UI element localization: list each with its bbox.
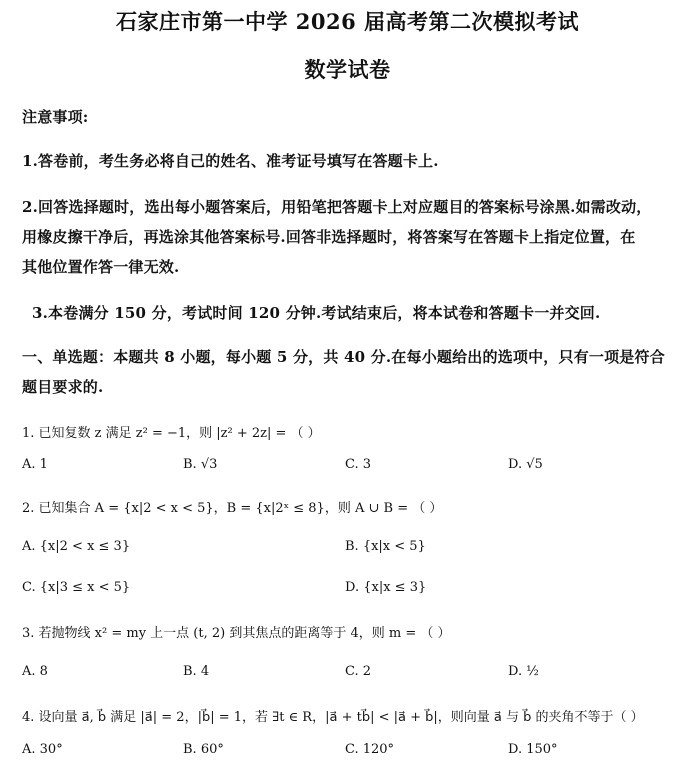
note-item-2-line-1: 2.回答选择题时，选出每小题答案后，用铅笔把答题卡上对应题目的答案标号涂黑.如需改动， (22, 198, 652, 216)
question-3-option-a: A. 8 (22, 664, 48, 679)
question-3-option-b: B. 4 (183, 664, 210, 679)
note-item-3: 3.本卷满分 150 分，考试时间 120 分钟.考试结束后，将本试卷和答题卡一并交回. (32, 304, 601, 322)
question-2-option-d: D. {x|x ≤ 3} (345, 580, 427, 595)
question-4-option-c: C. 120° (345, 742, 395, 757)
question-2-option-c: C. {x|3 ≤ x < 5} (22, 580, 131, 595)
question-2-stem: 2. 已知集合 A = {x|2 < x < 5}，B = {x|2ˣ ≤ 8}，则 A ∪ B = （ ） (22, 501, 443, 516)
question-4-option-d: D. 150° (508, 742, 558, 757)
question-1-option-a: A. 1 (22, 457, 48, 472)
question-2-option-a: A. {x|2 < x ≤ 3} (22, 539, 131, 554)
notes-heading: 注意事项: (22, 108, 89, 126)
exam-subtitle: 数学试卷 (304, 57, 391, 82)
question-4-option-b: B. 60° (183, 742, 224, 757)
exam-title: 石家庄市第一中学 2026 届高考第二次模拟考试 (115, 9, 580, 34)
note-item-2-line-3: 其他位置作答一律无效. (22, 258, 180, 276)
question-4-stem: 4. 设向量 a⃗, b⃗ 满足 |a⃗| = 2，|b⃗| = 1，若 ∃t ∈ R，|a⃗ + tb⃗| < |a⃗ + b⃗|，则向量 a⃗ 与 b⃗ 的夹角不等于（ ） (22, 710, 644, 725)
question-2-option-b: B. {x|x < 5} (345, 539, 426, 554)
note-item-1: 1.答卷前，考生务必将自己的姓名、准考证号填写在答题卡上. (22, 152, 439, 170)
question-3-stem: 3. 若抛物线 x² = my 上一点 (t, 2) 到其焦点的距离等于 4，则 m = （ ） (22, 626, 451, 641)
question-3-option-d: D. ½ (508, 664, 539, 679)
section-heading-line-1: 一、单选题：本题共 8 小题，每小题 5 分，共 40 分.在每小题给出的选项中，只有一项是符合 (22, 348, 665, 366)
question-1-option-d: D. √5 (508, 457, 543, 472)
question-3-option-c: C. 2 (345, 664, 372, 679)
question-4-option-a: A. 30° (22, 742, 63, 757)
question-1-option-c: C. 3 (345, 457, 372, 472)
question-1-option-b: B. √3 (183, 457, 218, 472)
section-heading-line-2: 题目要求的. (22, 378, 104, 396)
question-1-stem: 1. 已知复数 z 满足 z² = −1，则 |z² + 2z| = （ ） (22, 426, 321, 441)
note-item-2-line-2: 用橡皮擦干净后，再选涂其他答案标号.回答非选择题时，将答案写在答题卡上指定位置，在 (22, 228, 636, 246)
